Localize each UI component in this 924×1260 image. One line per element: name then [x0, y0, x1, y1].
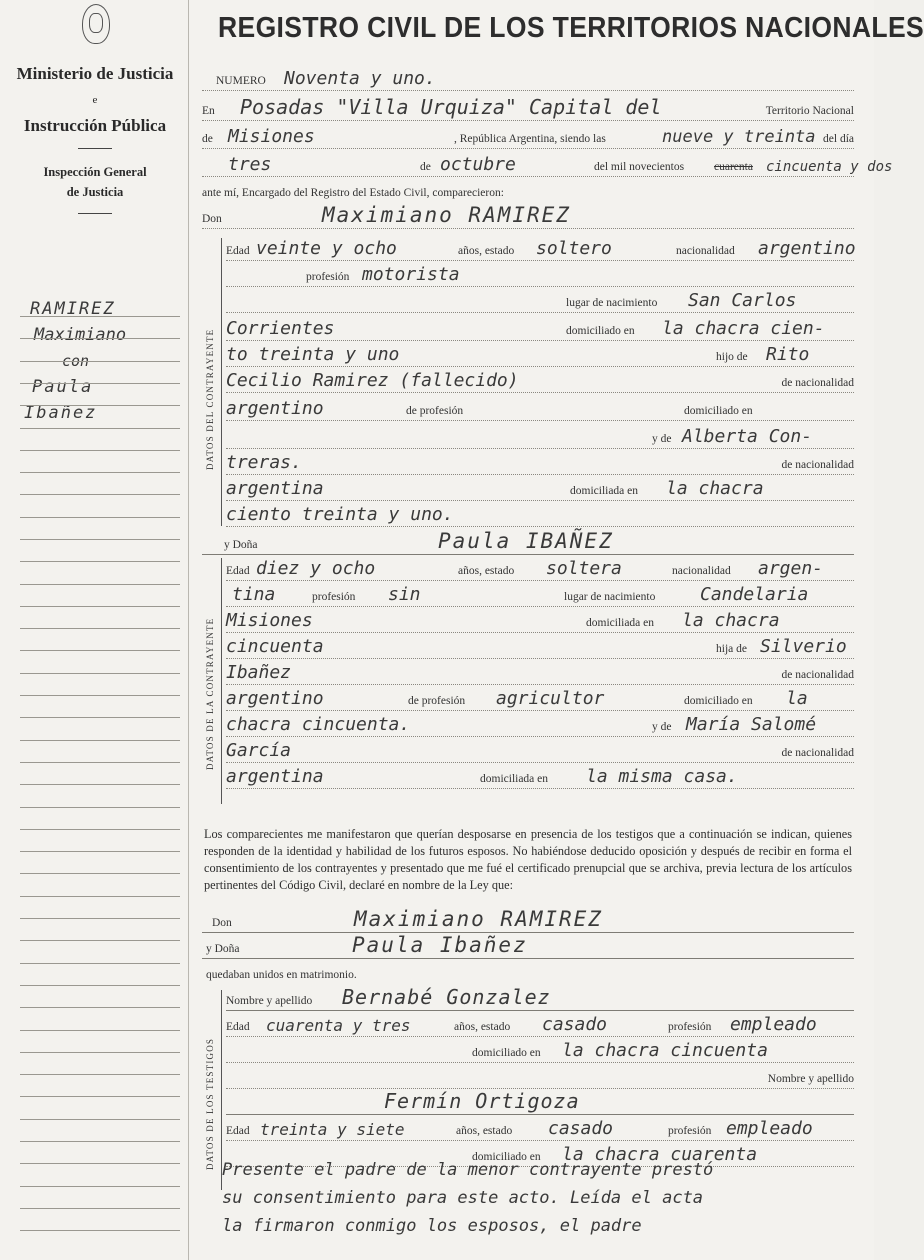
- hija-label: hija de: [716, 643, 747, 655]
- divider: [78, 148, 112, 149]
- groom-dom: la chacra cien-: [662, 318, 825, 339]
- de-prof-label: de profesión: [408, 695, 466, 707]
- bride-father-nac: argentino: [226, 688, 324, 709]
- de-nac-label-2: de nacionalidad: [781, 459, 854, 471]
- w2-row-nombre: [226, 1089, 854, 1115]
- bride-lugar-2: Misiones: [226, 610, 313, 631]
- w2-prof: empleado: [726, 1118, 813, 1139]
- declaration-text: Los comparecientes me manifestaron que querían desposarse en presencia de los testigos que a continuación se indican, quienes responden de la identidad y habilidad de los futuros esposos. No habiéndose deducido oposición y después de recibir en forma el consentimiento de los contrayentes y presentado que me fué el certificado prenupcial que se archiva, previa lectura de los artículos pertinentes del Código Civil, declaré en nombre de la Ley que:: [204, 827, 852, 892]
- margin-ruled-line: [20, 517, 180, 518]
- margin-bride-name: Paula: [32, 377, 94, 397]
- bride-bracket: [221, 558, 222, 804]
- w2-row-label: [226, 1066, 854, 1089]
- margin-ruled-line: [20, 1030, 180, 1031]
- decl-dona-value: Paula Ibañez: [352, 933, 528, 957]
- bride-side-label: DATOS DE LA CONTRAYENTE: [205, 617, 215, 770]
- row-decl-don: [202, 907, 854, 933]
- margin-ruled-line: [20, 673, 180, 674]
- page-title: REGISTRO CIVIL DE LOS TERRITORIOS NACIONALES: [218, 12, 924, 44]
- w2-edad: treinta y siete: [260, 1120, 405, 1139]
- bride-mother-nac: argentina: [226, 766, 324, 787]
- de2-label: de: [420, 161, 431, 173]
- edad-label: Edad: [226, 245, 250, 257]
- anio-struck: cuarenta: [714, 161, 753, 173]
- groom-estado: soltero: [536, 238, 612, 259]
- margin-bride-surname: Ibañez: [24, 403, 98, 423]
- prof-label: profesión: [312, 591, 356, 603]
- de-prof-label: de profesión: [406, 405, 464, 417]
- domiciliada-label: domiciliada en: [480, 773, 549, 785]
- w2-estado: casado: [548, 1118, 614, 1139]
- row-de: [202, 126, 854, 149]
- decl-don-label: Don: [212, 917, 232, 929]
- nac-label: nacionalidad: [676, 245, 735, 257]
- anio-label: del mil novecientos: [594, 161, 685, 173]
- margin-ruled-line: [20, 829, 180, 830]
- bride-nac: argen-: [758, 558, 824, 579]
- edad-label: Edad: [226, 565, 250, 577]
- lugar-label: lugar de nacimiento: [566, 297, 658, 309]
- bride-father: Silverio: [760, 636, 847, 657]
- bride-dom-2: cincuenta: [226, 636, 324, 657]
- anios-label: años, estado: [454, 1021, 511, 1033]
- witnesses-side-label: DATOS DE LOS TESTIGOS: [205, 1037, 215, 1170]
- prof-label: profesión: [668, 1021, 712, 1033]
- groom-row-madre-dom: [226, 478, 854, 501]
- en-label: En: [202, 105, 215, 117]
- anios-label: años, estado: [458, 565, 515, 577]
- margin-ruled-line: [20, 472, 180, 473]
- groom-mother-dom: la chacra: [666, 478, 764, 499]
- margin-ruled-line: [20, 383, 180, 384]
- margin-ruled-line: [20, 717, 180, 718]
- groom-father-full: Cecilio Ramirez (fallecido): [226, 370, 519, 391]
- w1-dom: la chacra cincuenta: [562, 1040, 768, 1061]
- groom-prof: motorista: [362, 264, 460, 285]
- w1-estado: casado: [542, 1014, 608, 1035]
- margin-ruled-line: [20, 1141, 180, 1142]
- groom-row-dom: [226, 318, 854, 341]
- margin-ruled-line: [20, 1163, 180, 1164]
- groom-row-edad: [226, 238, 854, 261]
- groom-edad: veinte y ocho: [256, 238, 397, 259]
- margin-ruled-line: [20, 650, 180, 651]
- groom-row-madre: [226, 426, 854, 449]
- row-don: [202, 203, 854, 229]
- bride-edad: diez y ocho: [256, 558, 376, 579]
- inspection-line-2: de Justicia: [66, 185, 124, 199]
- groom-side-label: DATOS DEL CONTRAYENTE: [205, 328, 215, 470]
- margin-ruled-line: [20, 762, 180, 763]
- dona-value: Paula IBAÑEZ: [438, 529, 614, 553]
- w1-row-nombre: [226, 985, 854, 1011]
- bride-lugar: Candelaria: [700, 584, 809, 605]
- note-line-3: la firmaron conmigo los esposos, el padre: [222, 1216, 642, 1236]
- y-de-label: y de: [652, 433, 672, 445]
- domiciliado-label: domiciliado en: [684, 405, 753, 417]
- anios-label: años, estado: [456, 1125, 513, 1137]
- bride-dom: la chacra: [682, 610, 780, 631]
- bride-row-hija: [226, 636, 854, 659]
- groom-bracket: [221, 238, 222, 526]
- w2-dom: la chacra cuarenta: [562, 1144, 758, 1165]
- groom-row-lugar: [226, 290, 854, 313]
- nombre-label-2: Nombre y apellido: [767, 1073, 854, 1085]
- margin-ruled-line: [20, 584, 180, 585]
- dom-label: domiciliado en: [472, 1047, 541, 1059]
- margin-surname: RAMIREZ: [30, 299, 116, 319]
- divider: [78, 213, 112, 214]
- margin-ruled-line: [20, 1208, 180, 1209]
- bride-row-madre-dom: [226, 766, 854, 789]
- margin-ruled-line: [20, 428, 180, 429]
- margin-ruled-line: [20, 940, 180, 941]
- bride-father-dom-2: chacra cincuenta.: [226, 714, 411, 735]
- ministry-conjunction: e: [92, 94, 98, 106]
- de-nac-label: de nacionalidad: [781, 669, 854, 681]
- w2-row-edad: [226, 1118, 854, 1141]
- w1-edad: cuarenta y tres: [266, 1016, 411, 1035]
- margin-column: [0, 0, 189, 1260]
- groom-row-padre: [226, 370, 854, 393]
- row-fecha: [202, 154, 893, 177]
- unidos-text: quedaban unidos en matrimonio.: [206, 969, 357, 981]
- groom-dom-2: to treinta y uno: [226, 344, 400, 365]
- row-en: [202, 95, 854, 121]
- margin-ruled-line: [20, 1052, 180, 1053]
- margin-ruled-line: [20, 1186, 180, 1187]
- domiciliada-label: domiciliada en: [570, 485, 639, 497]
- row-unidos: [202, 962, 854, 984]
- dona-label: y Doña: [224, 539, 258, 551]
- edad-label: Edad: [226, 1021, 250, 1033]
- dom-label: domiciliada en: [586, 617, 655, 629]
- nac-label: nacionalidad: [672, 565, 731, 577]
- nombre-label: Nombre y apellido: [226, 995, 313, 1007]
- mes-value: octubre: [440, 154, 516, 175]
- margin-ruled-line: [20, 896, 180, 897]
- bride-row-edad: [226, 558, 854, 581]
- margin-ruled-line: [20, 1119, 180, 1120]
- w1-row-dom: [226, 1040, 854, 1063]
- decl-dona-label: y Doña: [206, 943, 240, 955]
- don-value: Maximiano RAMIREZ: [322, 203, 571, 227]
- ante-label: ante mí, Encargado del Registro del Estado Civil, comparecieron:: [202, 187, 504, 199]
- hora-value: nueve y treinta: [662, 127, 816, 147]
- margin-ruled-line: [20, 1096, 180, 1097]
- margin-ruled-line: [20, 450, 180, 451]
- don-label: Don: [202, 213, 222, 225]
- bride-mother-2: García: [226, 740, 292, 761]
- numero-label: NUMERO: [216, 75, 266, 87]
- w1-nombre: Bernabé Gonzalez: [342, 985, 551, 1009]
- margin-given-name: Maximiano: [34, 325, 127, 345]
- margin-ruled-line: [20, 873, 180, 874]
- en-value: Posadas "Villa Urquiza" Capital del: [240, 95, 662, 119]
- edad-label: Edad: [226, 1125, 250, 1137]
- groom-row-madre-2: [226, 452, 854, 475]
- bride-father-prof: agricultor: [496, 688, 605, 709]
- margin-ruled-line: [20, 784, 180, 785]
- de-nac-label: de nacionalidad: [781, 377, 854, 389]
- groom-father: Rito: [766, 344, 810, 365]
- margin-ruled-line: [20, 405, 180, 406]
- groom-mother: Alberta Con-: [682, 426, 813, 447]
- prof-label: profesión: [306, 271, 350, 283]
- lugar-label: lugar de nacimiento: [564, 591, 656, 603]
- bride-row-padre: [226, 662, 854, 685]
- coat-of-arms-icon: [82, 4, 110, 44]
- bride-estado: soltera: [546, 558, 622, 579]
- groom-row-prof: [226, 264, 854, 287]
- margin-ruled-line: [20, 1074, 180, 1075]
- margin-ruled-line: [20, 539, 180, 540]
- note-line-1: Presente el padre de la menor contrayente prestó: [222, 1160, 714, 1180]
- bride-mother: María Salomé: [686, 714, 817, 735]
- bride-row-madre: [226, 714, 854, 737]
- bride-prof: sin: [388, 584, 421, 605]
- numero-value: Noventa y uno.: [284, 68, 436, 89]
- margin-ruled-line: [20, 807, 180, 808]
- margin-ruled-line: [20, 628, 180, 629]
- groom-row-padre-nac: [226, 398, 854, 421]
- margin-ruled-line: [20, 695, 180, 696]
- row-dona: [202, 529, 854, 555]
- groom-nac: argentino: [758, 238, 856, 259]
- margin-ruled-line: [20, 1230, 180, 1231]
- de-nac-label-2: de nacionalidad: [781, 747, 854, 759]
- margin-ruled-line: [20, 851, 180, 852]
- ministry-name: Ministerio de Justicia: [16, 64, 174, 83]
- y-de-label: y de: [652, 721, 672, 733]
- margin-ruled-line: [20, 316, 180, 317]
- groom-father-nac: argentino: [226, 398, 324, 419]
- hijo-label: hijo de: [716, 351, 748, 363]
- groom-row-madre-dom-2: [226, 504, 854, 527]
- bride-row-dom: [226, 610, 854, 633]
- dom-label: domiciliado en: [472, 1151, 541, 1163]
- del-dia-label: del día: [823, 133, 854, 145]
- note-line-2: su consentimiento para este acto. Leída el acta: [222, 1188, 704, 1208]
- margin-ruled-line: [20, 963, 180, 964]
- bride-row-prof: [226, 584, 854, 607]
- bride-row-padre-prof: [226, 688, 854, 711]
- margin-con: con: [62, 352, 90, 370]
- margin-ruled-line: [20, 918, 180, 919]
- anio-value: cincuenta y dos: [766, 159, 893, 175]
- margin-ruled-line: [20, 494, 180, 495]
- inspection-line-1: Inspección General: [43, 165, 147, 179]
- groom-mother-dom-2: ciento treinta y uno.: [226, 504, 454, 525]
- margin-ruled-line: [20, 606, 180, 607]
- dom-label: domiciliado en: [566, 325, 635, 337]
- margin-ruled-line: [20, 1007, 180, 1008]
- w1-prof: empleado: [730, 1014, 817, 1035]
- decl-don-value: Maximiano RAMIREZ: [354, 907, 603, 931]
- republica-label: , República Argentina, siendo las: [454, 133, 606, 145]
- margin-ruled-line: [20, 361, 180, 362]
- prof-label: profesión: [668, 1125, 712, 1137]
- territorio-label: Territorio Nacional: [765, 105, 854, 117]
- groom-mother-2: treras.: [226, 452, 302, 473]
- row-ante: [202, 180, 854, 202]
- inspection-office: [10, 162, 180, 202]
- bride-nac-2: tina: [232, 584, 276, 605]
- w2-nombre: Fermín Ortigoza: [384, 1089, 580, 1113]
- w1-row-edad: [226, 1014, 854, 1037]
- groom-lugar: San Carlos: [688, 290, 797, 311]
- groom-lugar-2: Corrientes: [226, 318, 335, 339]
- groom-row-hijo: [226, 344, 854, 367]
- ministry-name-2: Instrucción Pública: [23, 116, 167, 135]
- margin-ruled-line: [20, 985, 180, 986]
- bride-father-2: Ibañez: [226, 662, 292, 683]
- margin-ruled-line: [20, 561, 180, 562]
- bride-row-madre-2: [226, 740, 854, 763]
- row-numero: [202, 68, 854, 91]
- de-label: de: [202, 133, 213, 145]
- domiciliado-label: domiciliado en: [684, 695, 753, 707]
- dia-value: tres: [228, 154, 272, 175]
- margin-ruled-line: [20, 740, 180, 741]
- margin-ruled-line: [20, 338, 180, 339]
- anios-label: años, estado: [458, 245, 515, 257]
- de-value: Misiones: [228, 126, 315, 147]
- row-decl-dona: [202, 933, 854, 959]
- bride-father-dom: la: [786, 688, 808, 709]
- bride-mother-dom: la misma casa.: [586, 766, 738, 787]
- groom-mother-nac: argentina: [226, 478, 324, 499]
